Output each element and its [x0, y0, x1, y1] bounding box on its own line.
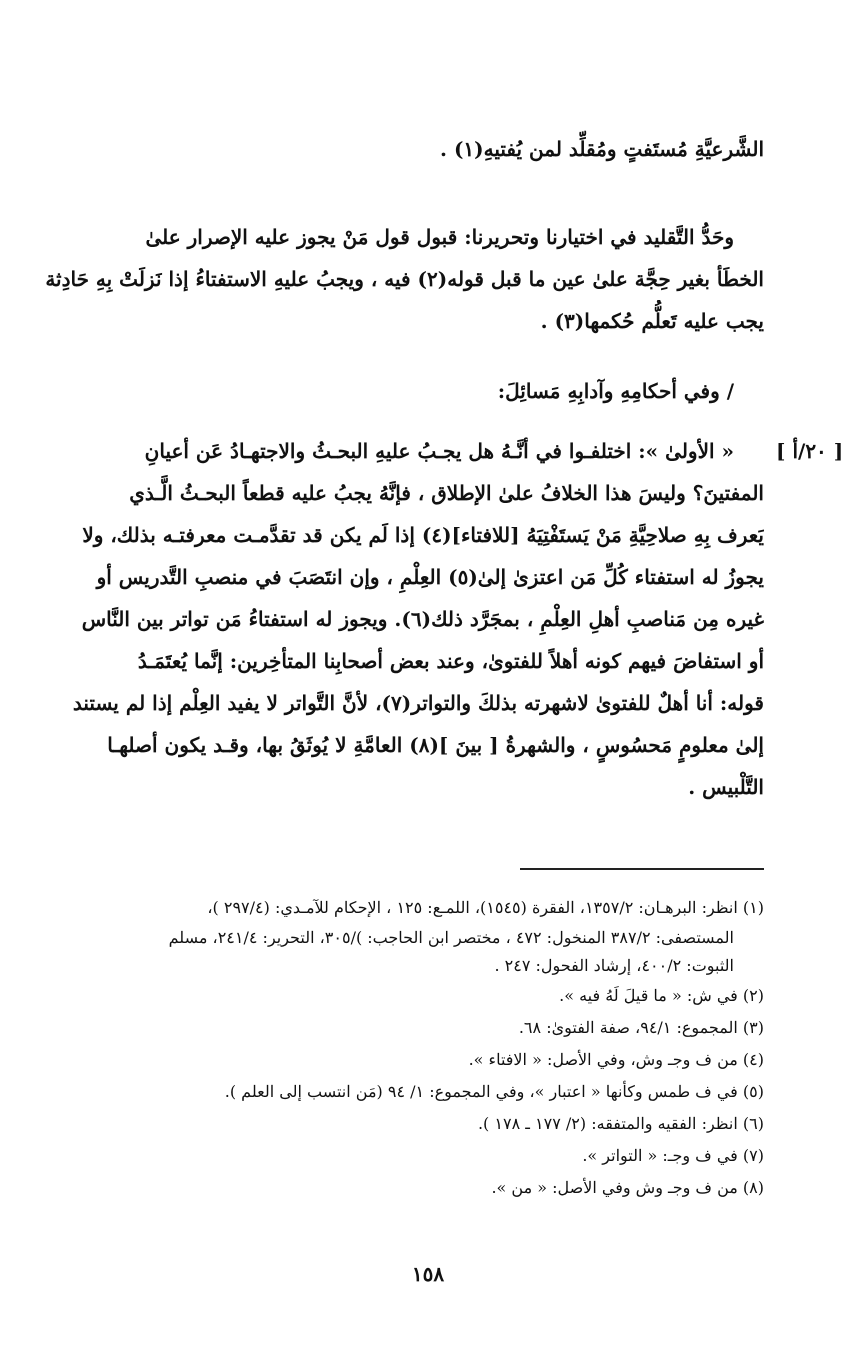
text-line: إلىٰ معلومٍ مَحسُوسٍ ، والشهرةُ [ بينَ ](٨) العامَّةِ لا يُوثَقُ بها، وقـد يكون أصلهـا [107, 733, 764, 757]
footnote: (٨) من ف وجـ وش وفي الأصل: « من ». [491, 1178, 764, 1197]
text-line: يجب عليه تَعلُّم حُكمها(٣) . [540, 309, 764, 333]
text-line: المفتينَ؟ وليسَ هذا الخلافُ علىٰ الإطلاق ، فإنَّهُ يجبُ عليه قطعاً البحـثُ الَّـذي [129, 481, 764, 505]
page-number: ١٥٨ [411, 1262, 445, 1286]
folio-marker: [ ٢٠/أ ] [776, 439, 844, 463]
text-line: « الأولىٰ »: اختلفـوا في أنَّـهُ هل يجـبُ عليهِ البحـثُ والاجتهـادُ عَن أعيانِ [144, 439, 734, 463]
footnote: (٢) في ش: « ما قيلَ لَهُ فيه ». [559, 986, 764, 1005]
footnotes [34, 892, 764, 1204]
footnote-continuation: المستصفى: ٣٨٧/٢ المنخول: ٤٧٢ ، مختصر ابن الحاجب: )/٣٠٥، التحرير: ٢٤١/٤، مسلم [168, 928, 734, 947]
footnote-continuation: الثبوت: ٤٠٠/٢، إرشاد الفحول: ٢٤٧ . [494, 956, 734, 975]
text-line: / وفي أحكامِهِ وآدابِهِ مَسائِلَ: [497, 379, 734, 403]
text-line: أو استفاضَ فيهم كونه أهلاً للفتوىٰ، وعند بعض أصحابِنا المتأخِرين: إنَّما يُعتَمَـدُ [137, 649, 764, 673]
footnote: (٧) في ف وجـ: « التواتر ». [582, 1146, 764, 1165]
text-line: يجوزُ له استفتاء كُلِّ مَن اعتزىٰ إلىٰ(٥) العِلْمِ ، وإن انتَصَبَ في منصبِ التَّدريس أو [96, 565, 764, 589]
text-line: التَّلْبيس . [688, 775, 764, 799]
footnote: (٣) المجموع: ٩٤/١، صفة الفتوىٰ: ٦٨. [518, 1018, 764, 1037]
paragraph-first-issue [34, 430, 764, 808]
footnote: (١) انظر: البرهـان: ١٣٥٧/٢، الفقرة (١٥٤٥)، اللمـع: ١٢٥ ، الإحكام للآمـدي: (٢٩٧/٤ )، [207, 898, 764, 917]
footnote-separator [520, 868, 764, 870]
text-line: يَعرف بِهِ صلاحِيَّةِ مَنْ يَستَفْتِيَهُ [للافتاء](٤) إذا لَم يكن قد تقدَّمـت معرفتـه بذلك، ولا [82, 523, 764, 547]
paragraph-definition [34, 216, 764, 342]
section-heading [34, 370, 764, 412]
footnote: (٦) انظر: الفقيه والمتفقه: (٢/ ١٧٧ ـ ١٧٨ ). [477, 1114, 764, 1133]
footnote: (٤) من ف وجـ وش، وفي الأصل: « الافتاء ». [468, 1050, 764, 1069]
paragraph-continuation [34, 128, 764, 170]
text-line: قوله: أنا أهلٌ للفتوىٰ لاشهرته بذلكَ والتواتر(٧)، لأنَّ التَّواتر لا يفيد العِلْم إذا لم يستند [72, 691, 764, 715]
footnote: (٥) في ف طمس وكأنها « اعتبار »، وفي المجموع: ١/ ٩٤ (مَن انتسب إلى العلم ). [224, 1082, 764, 1101]
text-line: وحَدُّ التَّقليد في اختيارنا وتحريرنا: قبول قول مَنْ يجوز عليه الإصرار علىٰ [145, 225, 734, 249]
text-line: غيره مِن مَناصبِ أهلِ العِلْمِ ، بمجَرَّد ذلك(٦). ويجوز له استفتاءُ مَن تواتر بين النَّاس [81, 607, 764, 631]
text-line: الخطَأ بغير حِجَّة علىٰ عين ما قبل قوله(٢) فيه ، ويجبُ عليهِ الاستفتاءُ إذا نَزلَتْ بِهِ حَادِثة [45, 267, 764, 291]
text-line: الشَّرعيَّةِ مُستَفتٍ ومُقلِّد لمن يُفتيهِ(١) . [440, 137, 764, 161]
